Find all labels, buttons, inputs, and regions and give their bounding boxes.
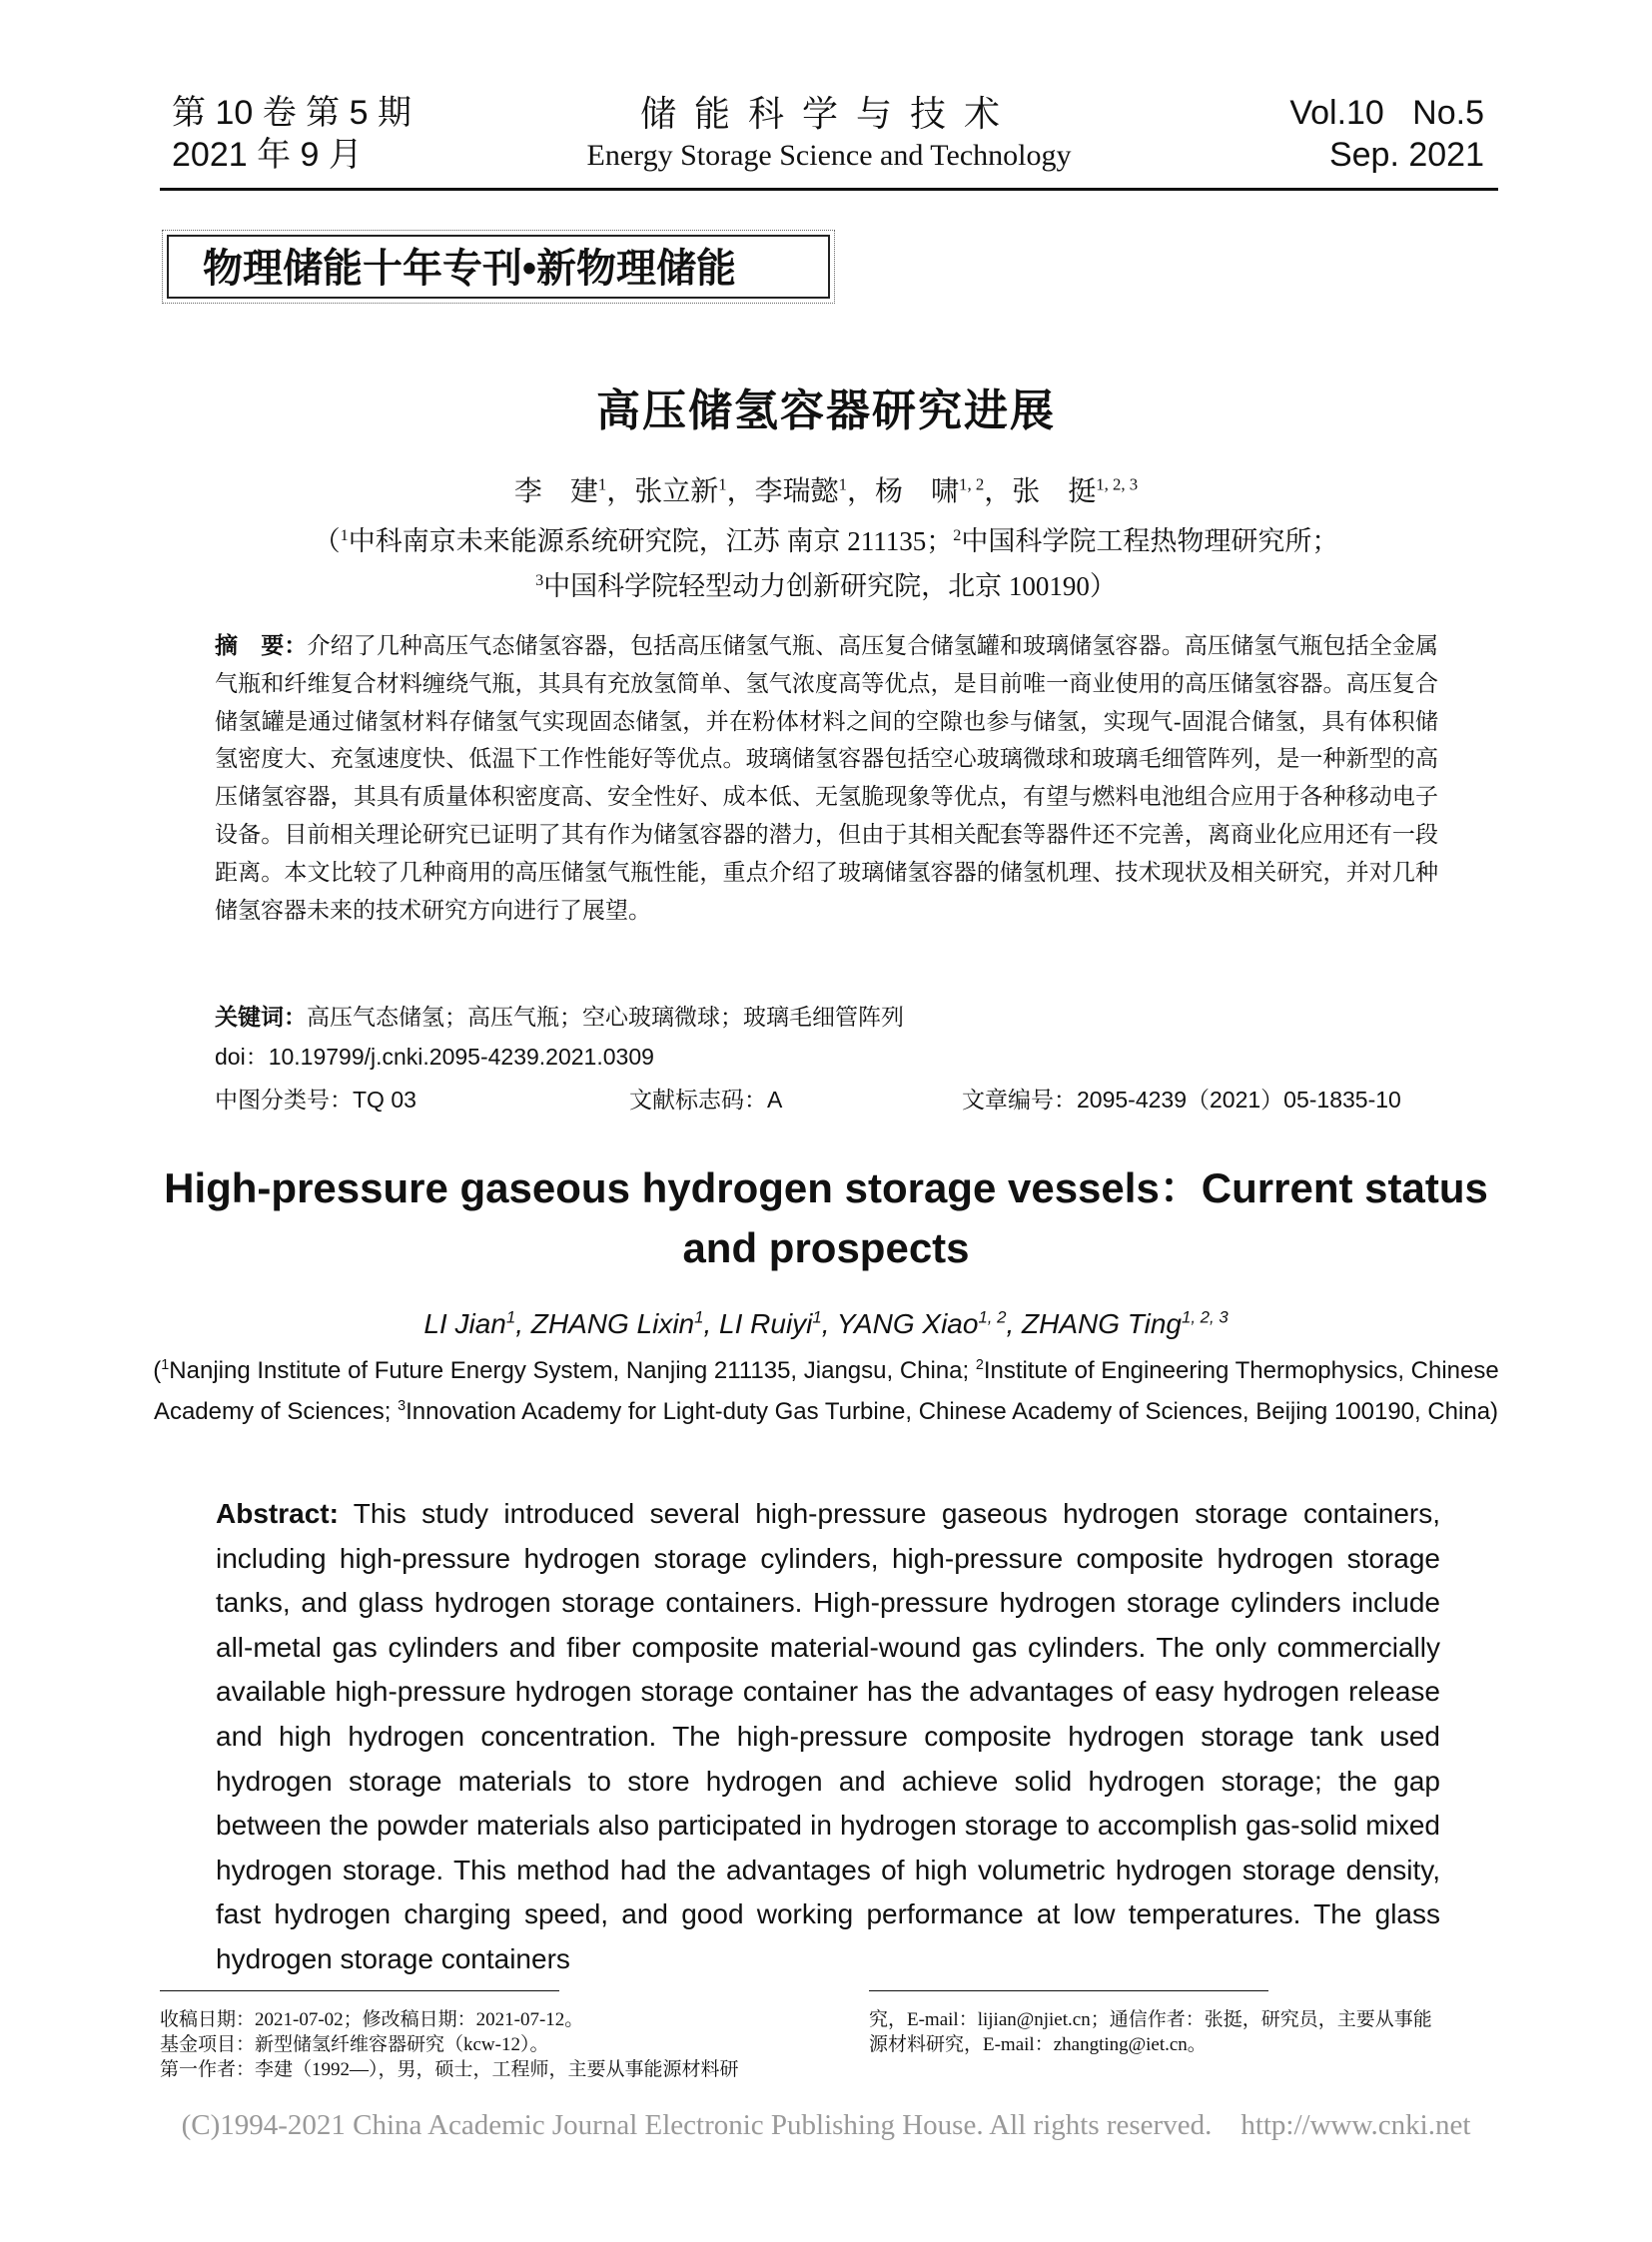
footnote-funding: 基金项目：新型储氢纤维容器研究（kcw-12）。	[160, 2034, 549, 2055]
author-sup: 1, 2, 3	[1096, 474, 1139, 494]
aff-sup: 3	[535, 571, 544, 589]
author-cn: 李 建	[513, 476, 598, 507]
author-sup: 1	[838, 474, 848, 494]
author-sup: 1, 2	[959, 474, 985, 494]
header-date-en: Sep. 2021	[1328, 136, 1484, 174]
paren: （	[313, 526, 341, 556]
keywords-text: 高压气态储氢；高压气瓶；空心玻璃微球；玻璃毛细管阵列	[307, 1005, 904, 1030]
affiliation-cn-line1	[0, 519, 1652, 558]
aff-text: 中国科学院工程热物理研究所；	[961, 526, 1339, 556]
header-volume-en-text: Vol.10 No.5	[1289, 94, 1484, 132]
doi[interactable]: doi：10.19799/j.cnki.2095-4239.2021.0309	[215, 1044, 654, 1070]
authors-cn	[0, 469, 1652, 509]
abstract-cn-label: 摘 要：	[215, 632, 308, 658]
header-date-cn: 2021 年 9 月	[172, 136, 363, 174]
paren: (	[153, 1357, 162, 1384]
header-volume-cn	[172, 92, 412, 176]
header-volume-en	[1289, 92, 1484, 176]
author-cn: ，李瑞懿	[726, 476, 839, 507]
header-volume-cn-text: 第 10 卷 第 5 期	[172, 94, 412, 132]
abstract-en	[216, 1492, 1440, 1982]
abstract-en-label: Abstract:	[216, 1498, 339, 1529]
aff-text: 中科南京未来能源系统研究院，江苏 南京 211135；	[348, 526, 954, 556]
abstract-cn	[215, 627, 1438, 929]
page-title-en: High-pressure gaseous hydrogen storage vessels：Current status and prospects	[164, 1164, 1488, 1271]
aff-sup: 2	[975, 1357, 984, 1373]
footnote-first-author: 第一作者：李建（1992—），男，硕士，工程师，主要从事能源材料研	[160, 2059, 739, 2080]
author-en: , ZHANG Ting	[1006, 1308, 1182, 1339]
keywords-label: 关键词：	[215, 1004, 307, 1030]
author-sup: 1	[694, 1307, 704, 1327]
document-code: 文献标志码：A	[629, 1087, 783, 1113]
abstract-en-text: This study introduced several high-pressure gaseous hydrogen storage containers, including high-pressure hydrogen storage cylinders, high-pressure composite hydrogen storage tanks, and glass hydrogen storage containers. High-pressure hydrogen storage cylinders include all-metal gas cylinders and fiber composite material-wound gas cylinders. The only commercially available high-pressure hydrogen storage container has the advantages of easy hydrogen release and high hydrogen concentration. The high-pressure composite hydrogen storage tank used hydrogen storage materials to store hydrogen and achieve solid hydrogen storage; the gap between the powder materials also participated in hydrogen storage to accomplish gas-solid mixed hydrogen storage. This method had the advantages of high volumetric hydrogen storage density, fast hydrogen charging speed, and good working performance at low temperatures. The glass hydrogen storage containers	[216, 1498, 1440, 1974]
author-sup: 1, 2	[978, 1307, 1007, 1327]
aff-sup: 2	[953, 526, 962, 544]
aff-sup: 3	[398, 1398, 407, 1414]
author-cn: ，杨 啸	[847, 476, 960, 507]
author-en: , ZHANG Lixin	[515, 1308, 695, 1339]
aff-text: 中国科学院轻型动力创新研究院，北京 100190）	[543, 571, 1117, 601]
authors-en	[0, 1308, 1652, 1340]
footnote-corresponding: 源材料研究，E-mail：zhangting@iet.cn。	[869, 2034, 1207, 2055]
copyright-watermark: (C)1994-2021 China Academic Journal Electronic Publishing House. All rights reserved. http://www.cnki.net	[181, 2109, 1471, 2141]
aff-text: Institute of Engineering Thermophysics, Chinese Academy of Sciences;	[153, 1357, 1499, 1425]
footnote-email: 究，E-mail：lijian@njiet.cn；通信作者：张挺，研究员，主要从事能	[869, 2009, 1432, 2030]
author-en: , YANG Xiao	[821, 1308, 979, 1339]
footnote-rule-right	[869, 1990, 1268, 1991]
footnotes-left	[160, 2007, 739, 2082]
header-rule	[160, 188, 1498, 191]
affiliation-en	[150, 1350, 1502, 1432]
author-sup: 1	[597, 474, 607, 494]
author-cn: ，张立新	[606, 476, 719, 507]
footnotes-right	[869, 2007, 1432, 2057]
journal-title-en: Energy Storage Science and Technology	[586, 139, 1072, 172]
footnote-rule-left	[160, 1990, 559, 1991]
header-journal	[479, 92, 1179, 176]
footnote-received: 收稿日期：2021-07-02；修改稿日期：2021-07-12。	[160, 2009, 584, 2030]
author-sup: 1	[505, 1307, 516, 1327]
author-en: LI Jian	[423, 1308, 506, 1339]
author-sup: 1	[812, 1307, 822, 1327]
aff-text: Nanjing Institute of Future Energy System, Nanjing 211135, Jiangsu, China;	[169, 1357, 976, 1384]
author-en: , LI Ruiyi	[703, 1308, 813, 1339]
page-title-cn: 高压储氢容器研究进展	[596, 386, 1056, 435]
column-tag: 物理储能十年专刊•新物理储能	[167, 235, 830, 299]
aff-sup: 1	[340, 526, 349, 544]
author-cn: ，张 挺	[984, 476, 1097, 507]
article-number: 文章编号：2095-4239（2021）05-1835-10	[962, 1087, 1401, 1113]
aff-text: Innovation Academy for Light-duty Gas Turbine, Chinese Academy of Sciences, Beijing 100190, China)	[406, 1398, 1499, 1425]
affiliation-cn-line2	[0, 564, 1652, 603]
abstract-cn-text: 介绍了几种高压气态储氢容器，包括高压储氢气瓶、高压复合储氢罐和玻璃储氢容器。高压储氢气瓶包括全金属气瓶和纤维复合材料缠绕气瓶，其具有充放氢简单、氢气浓度高等优点，是目前唯一商业使用的高压储氢容器。高压复合储氢罐是通过储氢材料存储氢气实现固态储氢，并在粉体材料之间的空隙也参与储氢，实现气-固混合储氢，具有体积储氢密度大、充氢速度快、低温下工作性能好等优点。玻璃储氢容器包括空心玻璃微球和玻璃毛细管阵列，是一种新型的高压储氢容器，其具有质量体积密度高、安全性好、成本低、无氢脆现象等优点，有望与燃料电池组合应用于各种移动电子设备。目前相关理论研究已证明了其有作为储氢容器的潜力，但由于其相关配套等器件还不完善，离商业化应用还有一段距离。本文比较了几种商用的高压储氢气瓶性能，重点介绍了玻璃储氢容器的储氢机理、技术现状及相关研究，并对几种储氢容器未来的技术研究方向进行了展望。	[215, 633, 1439, 923]
aff-sup: 1	[161, 1357, 170, 1373]
author-sup: 1, 2, 3	[1182, 1307, 1229, 1327]
author-sup: 1	[718, 474, 727, 494]
clc-number: 中图分类号：TQ 03	[215, 1087, 416, 1113]
journal-title-cn: 储能科学与技术	[639, 94, 1018, 134]
keywords-cn	[215, 999, 904, 1032]
